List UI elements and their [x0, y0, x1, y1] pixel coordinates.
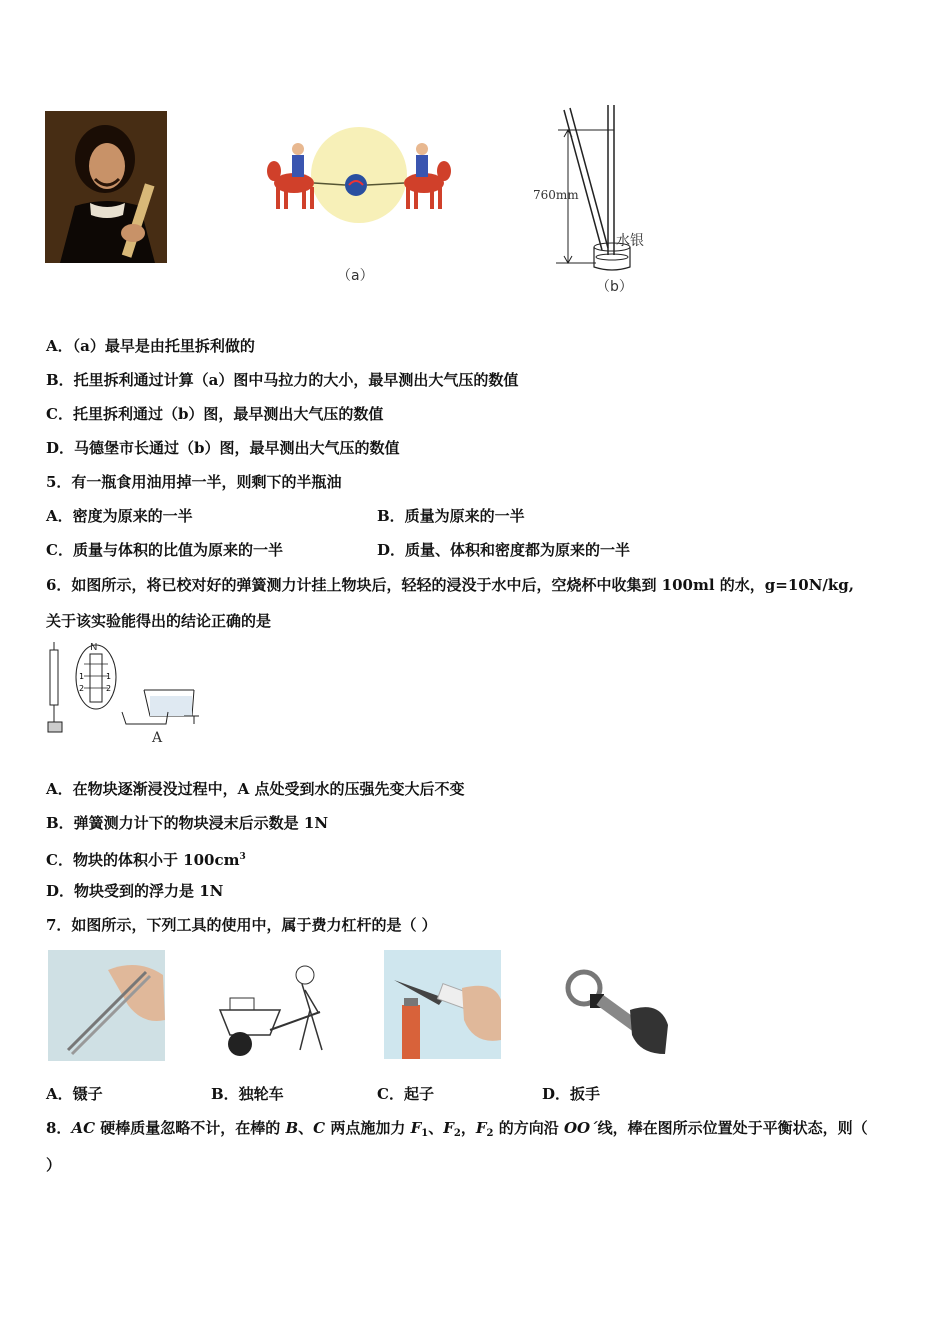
q5-stem: 5．有一瓶食用油用掉一半，则剩下的半瓶油: [46, 473, 342, 491]
q5-option-c: C．质量与体积的比值为原来的一半: [46, 541, 283, 559]
figure-a-caption: （a）: [337, 268, 374, 284]
q8-stem-line2: ）: [46, 1156, 62, 1174]
q8-force-f2-again-subscript: 2: [486, 1128, 494, 1139]
q6-option-c-superscript: 3: [239, 852, 246, 862]
q8-number: 8．: [46, 1119, 72, 1137]
label-760mm: 760mm: [533, 188, 579, 202]
q6-option-c: [46, 847, 246, 870]
q5-option-b: B．质量为原来的一半: [377, 507, 525, 525]
magdeburg-hemispheres-image: [254, 125, 464, 225]
q6-option-d: D．物块受到的浮力是 1N: [46, 882, 224, 900]
q8-text-1: 硬棒质量忽略不计，在棒的: [95, 1119, 286, 1137]
q8-force-f2-subscript: 2: [453, 1128, 461, 1139]
label-mercury: 水银: [616, 233, 644, 249]
q8-text-3: 的方向沿: [493, 1119, 564, 1137]
q8-separator-1: 、: [298, 1119, 314, 1137]
q6-figure-label-n: N: [90, 642, 98, 653]
q6-stem-line1: 6．如图所示，将已校对好的弹簧测力计挂上物块后，轻轻的浸没于水中后，空烧杯中收集到 100ml 的水，g=10N/kg,: [46, 576, 854, 594]
wheelbarrow-image: [210, 960, 338, 1060]
q8-text-4: 线，棒在图所示位置处于平衡状态，则（: [597, 1119, 868, 1137]
q7-stem: 7．如图所示，下列工具的使用中，属于费力杠杆的是（ ）: [46, 916, 437, 934]
q8-line-oo: OO´: [563, 1119, 598, 1137]
q8-force-f2-again: F: [475, 1119, 487, 1137]
q7-option-b: B．独轮车: [211, 1085, 284, 1103]
svg-text:2: 2: [106, 684, 112, 693]
q8-force-f2: F: [443, 1119, 454, 1137]
q6-figure-label-a: A: [152, 730, 163, 746]
q8-comma: ，: [460, 1119, 476, 1137]
wrench-image: [560, 960, 670, 1054]
q4-option-b: B．托里拆利通过计算（a）图中马拉力的大小，最早测出大气压的数值: [46, 371, 519, 389]
q8-force-f1: F: [410, 1119, 422, 1137]
q8-rod-ac: AC: [71, 1119, 96, 1137]
q6-option-c-text: C．物块的体积小于 100cm: [46, 851, 240, 869]
svg-text:1: 1: [79, 672, 85, 681]
q8-stem-line1: [46, 1118, 868, 1144]
q5-option-a: A．密度为原来的一半: [46, 507, 193, 525]
portrait-image: [45, 111, 167, 263]
q8-separator-2: 、: [428, 1119, 444, 1137]
q6-option-a: A．在物块逐渐浸没过程中，A 点处受到水的压强先变大后不变: [46, 780, 465, 798]
svg-text:2: 2: [79, 684, 85, 693]
q4-option-c: C．托里拆利通过（b）图，最早测出大气压的数值: [46, 405, 384, 423]
svg-text:1: 1: [106, 672, 112, 681]
q7-option-d: D．扳手: [542, 1085, 601, 1103]
q4-option-d: D．马德堡市长通过（b）图，最早测出大气压的数值: [46, 439, 400, 457]
bottle-opener-image: [384, 950, 501, 1059]
q7-option-c: C．起子: [377, 1085, 434, 1103]
q4-option-a: A．（a）最早是由托里拆利做的: [46, 337, 255, 355]
figure-b-caption: （b）: [596, 279, 633, 295]
q7-option-a: A．镊子: [46, 1085, 103, 1103]
spring-scale-overflow-diagram: [44, 642, 199, 747]
q5-option-d: D．质量、体积和密度都为原来的一半: [377, 541, 631, 559]
q8-force-f1-subscript: 1: [421, 1128, 429, 1139]
q8-point-b: B: [285, 1119, 299, 1137]
q6-option-b: B．弹簧测力计下的物块浸末后示数是 1N: [46, 814, 329, 832]
q8-text-2: 两点施加力: [325, 1119, 411, 1137]
q8-point-c: C: [313, 1119, 326, 1137]
q6-stem-line2: 关于该实验能得出的结论正确的是: [46, 612, 272, 630]
tweezers-image: [48, 950, 165, 1061]
